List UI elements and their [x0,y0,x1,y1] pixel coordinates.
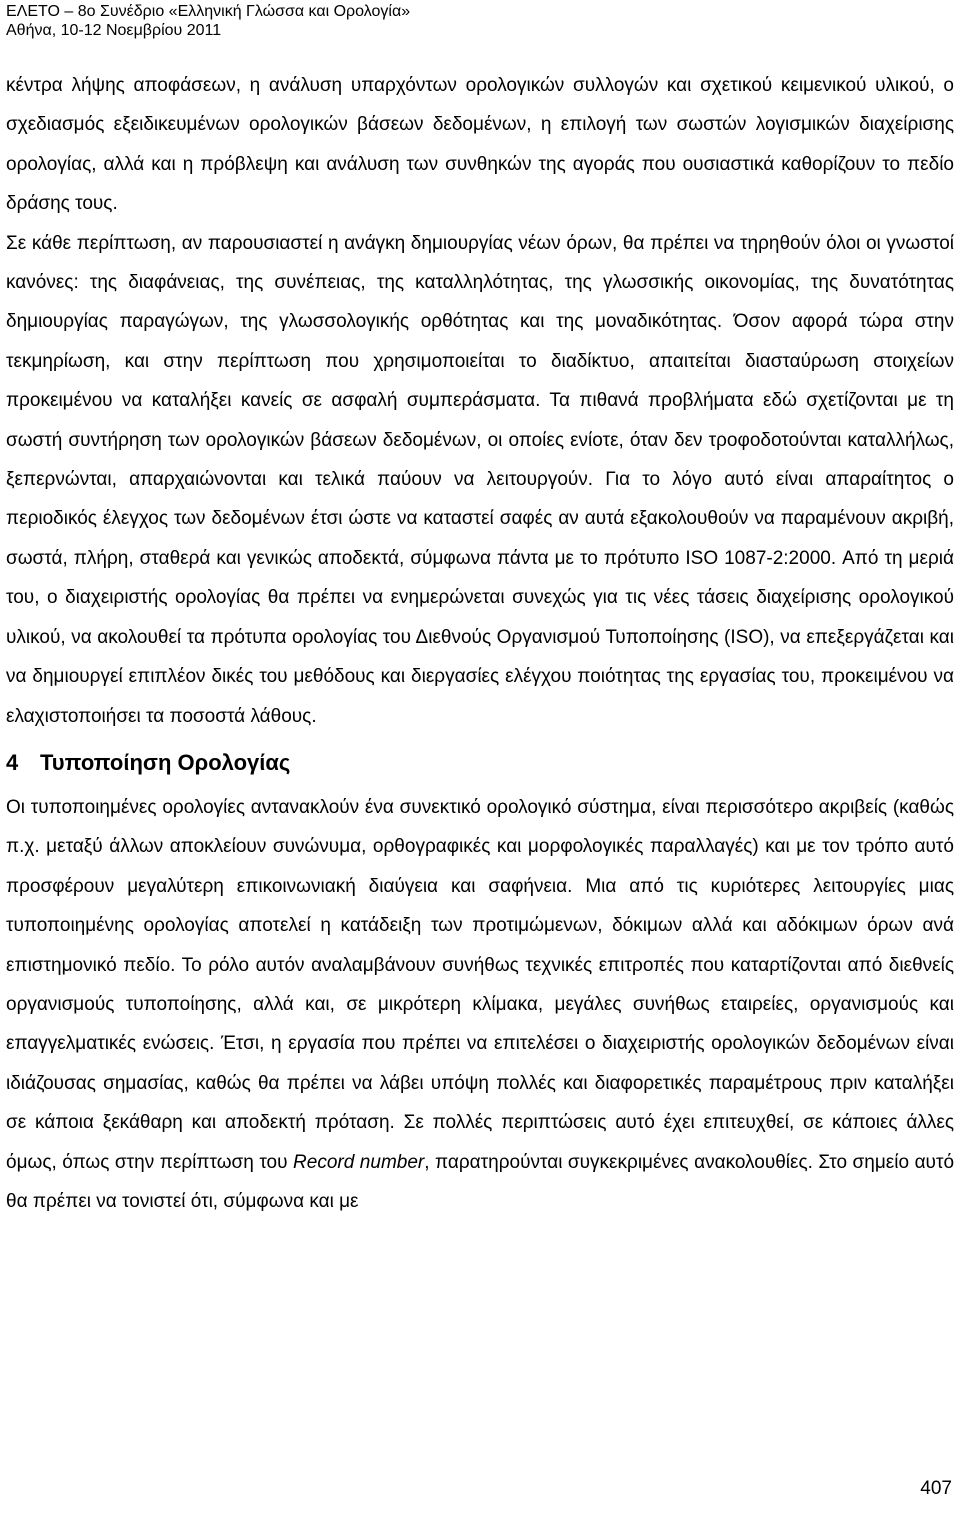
header-conference-date: Αθήνα, 10-12 Νοεμβρίου 2011 [6,22,222,39]
paragraph-continuation: κέντρα λήψης αποφάσεων, η ανάλυση υπαρχόντων ορολογικών συλλογών και σχετικού κειμενικού υλικού, ο σχεδιασμός εξειδικευμένων ορολογικών βάσεων δεδομένων, η επιλογή των σωστών λογισμικών διαχείρισης ορολογίας, αλλά και η πρόβλεψη και ανάλυση των συνθηκών της αγοράς που ουσιαστικά καθορίζουν το πεδίο δράσης τους. [6,75,954,215]
section-number: 4 [6,749,19,775]
paragraph-text-part2: , παρατηρούνται συγκεκριμένες ανακολουθίες. Στο σημείο αυτό θα πρέπει να τονιστεί ότι, σύμφωνα και με [6,1151,955,1212]
paragraph-standardization [6,788,954,1221]
paragraph-text-part1: Οι τυποποιημένες ορολογίες αντανακλούν ένα συνεκτικό ορολογικό σύστημα, είναι περισσότερο ακριβείς (καθώς π.χ. μεταξύ άλλων αποκλείουν συνώνυμα, ορθογραφικές και μορφολογικές παραλλαγές) και με τον τρόπο αυτό προσφέρουν μεγαλύτερη επικοινωνιακή διαύγεια και σαφήνεια. Μια από τις κυριότερες λειτουργίες μιας τυποποιημένης ορολογίας αποτελεί η κατάδειξη των προτιμώμενων, δόκιμων αλλά και αδόκιμων όρων ανά επιστημονικό πεδίο. Το ρόλο αυτόν αναλαμβάνουν συνήθως τεχνικές επιτροπές που καταρτίζονται από διεθνείς οργανισμούς τυποποίησης, αλλά και, σε μικρότερη κλίμακα, μεγάλες συνήθως εταιρείες, οργανισμούς και επαγγελματικές ενώσεις. Έτσι, η εργασία που πρέπει να επιτελέσει ο διαχειριστής ορολογικών δεδομένων είναι ιδιάζουσας σημασίας, καθώς θα πρέπει να λάβει υπόψη πολλές και διαφορετικές παραμέτρους πριν καταλήξει σε κάποια ξεκάθαρη και αποδεκτή πρόταση. Σε πολλές περιπτώσεις αυτό έχει επιτευχθεί, σε κάποιες άλλες όμως, όπως στην περίπτωση του [6,796,954,1173]
running-header [6,2,410,40]
page-number: 407 [920,1478,952,1499]
section-title: Τυποποίηση Ορολογίας [40,749,291,775]
page-body [6,66,954,1221]
italic-term-record-number: Record number [293,1151,425,1173]
header-conference-title: ΕΛΕΤΟ – 8ο Συνέδριο «Ελληνική Γλώσσα και Ορολογία» [6,3,411,20]
section-heading [6,736,954,788]
paragraph-term-creation: Σε κάθε περίπτωση, αν παρουσιαστεί η ανάγκη δημιουργίας νέων όρων, θα πρέπει να τηρηθούν όλοι οι γνωστοί κανόνες: της διαφάνειας, της συνέπειας, της καταλληλότητας, της γλωσσικής οικονομίας, της δυνατότητας δημιουργίας παραγώγων, της γλωσσολογικής ορθότητας και της μοναδικότητας. Όσον αφορά τώρα στην τεκμηρίωση, και στην περίπτωση που χρησιμοποιείται το διαδίκτυο, απαιτείται διασταύρωση στοιχείων προκειμένου να καταλήξει κανείς σε ασφαλή συμπεράσματα. Τα πιθανά προβλήματα εδώ σχετίζονται με τη σωστή συντήρηση των ορολογικών βάσεων δεδομένων, οι οποίες ενίοτε, όταν δεν τροφοδοτούνται καταλλήλως, ξεπερνώνται, απαρχαιώνονται και τελικά παύουν να λειτουργούν. Για το λόγο αυτό είναι απαραίτητος ο περιοδικός έλεγχος των δεδομένων έτσι ώστε να καταστεί σαφές αν αυτά εξακολουθούν να παραμένουν ακριβή, σωστά, πλήρη, σταθερά και γενικώς αποδεκτά, σύμφωνα πάντα με το πρότυπο ISO 1087-2:2000. Από τη μεριά του, ο διαχειριστής ορολογίας θα πρέπει να ενημερώνεται συνεχώς για τις νέες τάσεις διαχείρισης ορολογικού υλικού, να ακολουθεί τα πρότυπα ορολογίας του Διεθνούς Οργανισμού Τυποποίησης (ISO), να επεξεργάζεται και να δημιουργεί επιπλέον δικές του μεθόδους και διεργασίες ελέγχου ποιότητας της εργασίας του, προκειμένου να ελαχιστοποιήσει τα ποσοστά λάθους. [6,232,954,727]
